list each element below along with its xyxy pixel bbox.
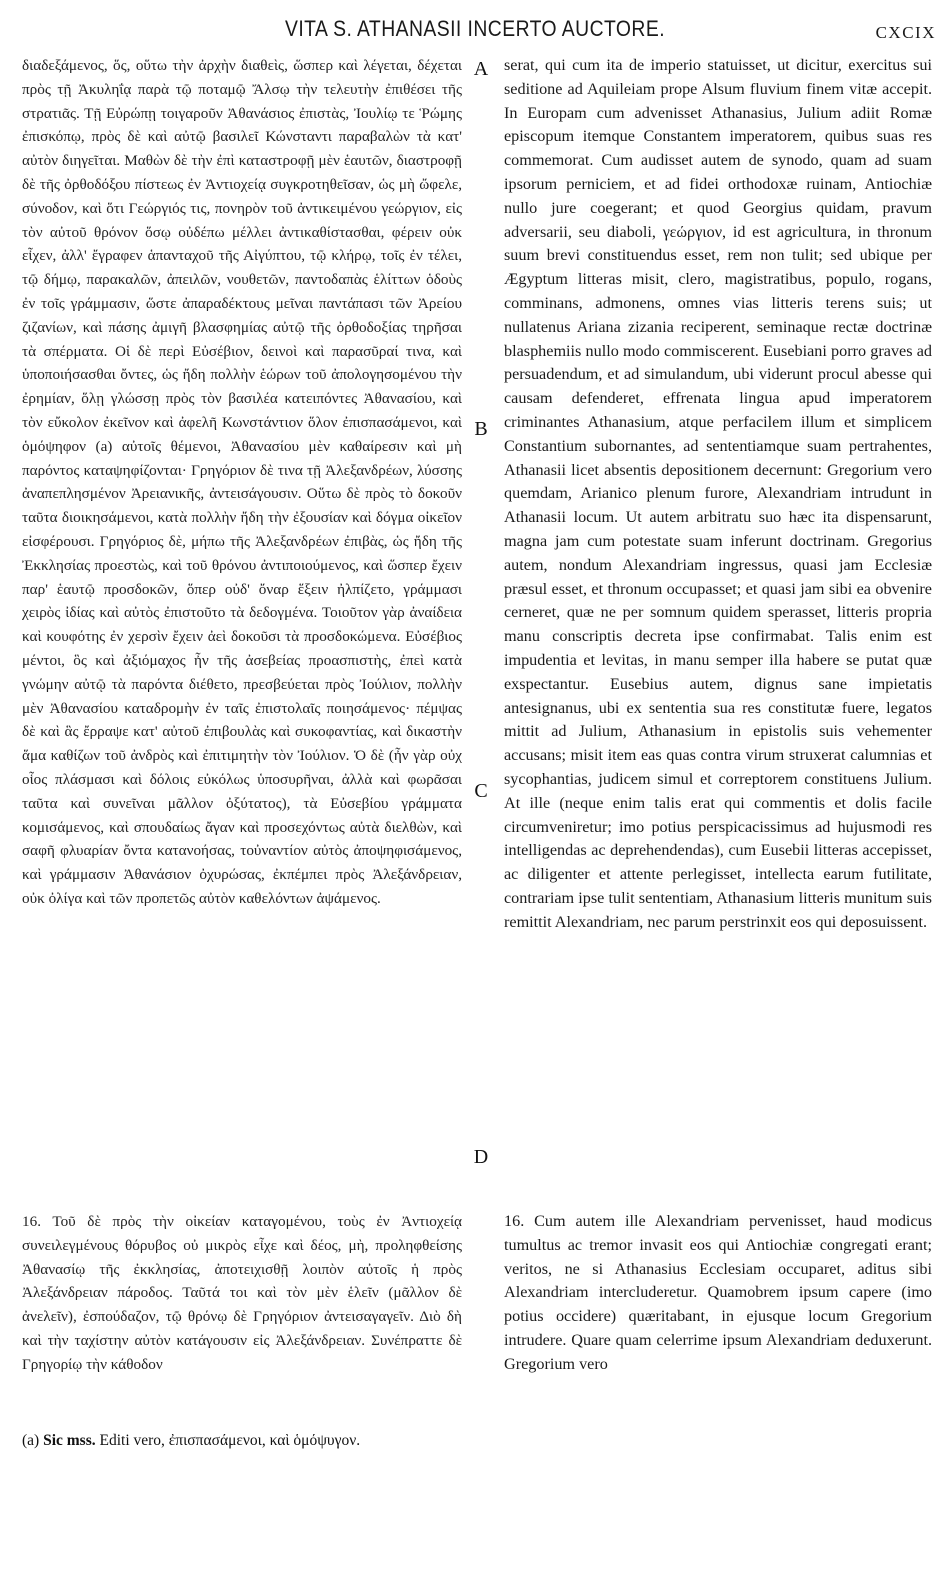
greek-paragraph-2: 16. Τοῦ δὲ πρὸς τὴν οἰκείαν καταγομένου, τοὺς ἐν Ἀντιοχείᾳ συνειλεγμένους θόρυβος οὐ μικρὸς εἶχε καὶ δέος, μὴ, προληφθείσης Ἀθανασίῳ τῆς ἐκκλησίας, ἀποτειχισθῇ λοιπὸν αὐτοῖς ἡ πρὸς Ἀλεξάνδρειαν πάροδος. Ταῦτά τοι καὶ τὸν μὲν ἑλεῖν (μᾶλλον δὲ ἀνελεῖν), ἐσπούδαζον, τῷ θρόνῳ δὲ Γρηγόριον ἀντεισαγαγεῖν. Διὸ δὴ καὶ τὴν ταχίστην αὐτὸν κατάγουσιν εἰς Ἀλεξάνδρειαν. Συνέπραττε δὲ Γρηγορίῳ τὴν κάθοδον — [22, 1213, 462, 1373]
margin-marker-c: C — [474, 780, 488, 802]
running-title: VITA S. ATHANASII INCERTO AUCTORE. — [284, 16, 666, 41]
latin-column — [504, 54, 932, 934]
footnote-lead: Sic mss. — [43, 1432, 96, 1449]
footnote-label: (a) — [22, 1432, 40, 1449]
latin-paragraph-1: serat, qui cum ita de imperio statuisset, ut dicitur, exercitus sui seditione ad Aquileiam prope Alsum fluvium finem vitæ accepit. In Europam cum advenisset Athanasius, Julium adiit Romæ episcopum itemque Constantem imperatorem, quibus suas res commemorat. Cum audisset autem de synodo, quam ad suam ipsorum perniciem, et ad fidei orthodoxæ ruinam, Antiochiæ nullo jure coegerant; et quod Georgius quidam, pravum adversarii, seu diaboli, γεώργιον, id est agricultura, in thronum suum brevi constituendus esset, rem non tulit; sed ubique per Ægyptum litteras misit, clero, magistratibus, populo, rogans, comminans, admonens, omnes vias litteris terens suis; ut nullatenus Ariana zizania reciperent, seminaque rectæ doctrinæ blasphemiis nullo modo commiscerent. Eusebiani porro graves ad persuadendum, et ad simulandum, ubi viderunt procul abesse qui causam defenderet, effrenata lingua apud imperatorem criminantes Athanasium, atque perfacilem illum et simplicem Constantium subornantes, ad sententiamque suam pertrahentes, Athanasii licet absentis depositionem decernunt: Gregorium vero quemdam, Arianico plenum furore, Alexandriam intrudunt in Athanasii locum. Ut autem arbitratu suo hæc ita dispensarunt, magna jam cum potestate suam inferunt doctrinam. Gregorius autem, nondum Alexandriam ingressus, quasi jam Ecclesiæ præsul esset, et thronum occupasset; et quasi jam sibi ea obvenire cerneret, quæ ne per somnum quidem sperasset, litteris propria manu conscriptis decreta ipse confirmabat. Talis enim est impudentia et levitas, in manu semper illa habere se putat quæ exspectantur. Eusebius autem, dignus sane impietatis antesignanus, ubi ex sententia sua res constitutæ fuere, legatos mittit ad Julium, Athanasium in epistolis suis vehementer accusans; misit item eas quas contra virum struxerat calumnias et sycophantias, judicem simul et correptorem constituens Julium. At ille (neque enim talis erat qui commentis et dolis facile circumveniretur; imo potius perspicacissimus ad hujusmodi res intelligendas ac deprehendendas), cum Eusebii litteras accepisset, ac diligenter et attente perlegisset, intellecta earum futilitate, contrariam ipse tulit sententiam, Athanasium litteris munitum suis remittit Alexandriam, nec parum perstrinxit eos qui deposuissent. — [504, 56, 932, 931]
greek-paragraph-1: διαδεξάμενος, ὅς, οὕτω τὴν ἀρχὴν διαθεὶς, ὥσπερ καὶ λέγεται, δέχεται πρὸς τῇ Ἀκυληΐᾳ παρὰ τῷ ποταμῷ Ἄλσῳ τὴν τελευτὴν ἐπιθέσει τῆς στρατιᾶς. Τῇ Εὐρώπῃ τοιγαροῦν Ἀθανάσιος ἐπιστὰς, Ἰουλίῳ τε Ῥώμης ἐπισκόπῳ, πρὸς δὲ καὶ αὐτῷ βασιλεῖ Κώνσταντι παραβαλὼν τὰ κατ' αὐτὸν διηγεῖται. Μαθὼν δὲ τὴν ἐπὶ καταστροφῇ μὲν ἑαυτῶν, διαστροφῇ δὲ τῆς ὀρθοδόξου πίστεως ἐν Ἀντιοχείᾳ συγκροτηθεῖσαν, ὡς μὴ ὤφελε, σύνοδον, καὶ ὅτι Γεώργιός τις, πονηρὸν τοῦ ἀντικειμένου γεώργιον, εἰς τὸν αὐτοῦ θρόνον ὅσῳ οὐδέπω μέλλει ἀντικαθίστασθαι, φέρειν οὐκ εἶχεν, ἀλλ' ἔγραφεν ἁπανταχοῦ τῆς Αἰγύπτου, τῷ κλήρῳ, τοῖς ἐν τέλει, τῷ δήμῳ, παρακαλῶν, ἀπειλῶν, νουθετῶν, παντοδαπὰς ἑλίττων ὁδοὺς ἐν τοῖς γράμμασιν, ὥστε ἀπαραδέκτους μεῖναι παντάπασι τῶν Ἀρείου ζιζανίων, καὶ πάσης ἀμιγῆ βλασφημίας αὐτῷ τῆς ὀρθοδοξίας τηρῆσαι τὰ σπέρματα. Οἱ δὲ περὶ Εὐσέβιον, δεινοὶ καὶ παρασῦραί τινα, καὶ ὑποποιήσασθαι ὄντες, ὡς ἤδη πολλὴν ἑώρων τοῦ ἀπολογησομένου τὴν ἐρημίαν, ὅλῃ γλώσσῃ πρὸς τὸν βασιλέα κατειπόντες Ἀθανασίου, καὶ τὸν εὔκολον ἐκεῖνον καὶ ἀφελῆ Κωνστάντιον ὅλον ἐπισπασάμενοι, καὶ ὁμόψηφον (a) αὐτοῖς θέμενοι, Ἀθανασίου μὲν καθαίρεσιν καὶ μὴ παρόντος καταψηφίζονται· Γρηγόριον δὲ τινα τῇ Ἀλεξανδρέων, λύσσης ἀναπεπλησμένον Ἀρειανικῆς, ἀντεισάγουσιν. Οὕτω δὲ πρὸς τὸ δοκοῦν ταῦτα διοικησάμενοι, κατὰ πολλὴν ἤδη τὴν ἐξουσίαν καὶ δόγμα οἰκεῖον εἰσφέρουσι. Γρηγόριος δὲ, μήπω τῆς Ἀλεξανδρέων ἐπιβὰς, ὡς ἤδη τῆς Ἐκκλησίας προεστὼς, καὶ τοῦ θρόνου ἀντιποιούμενος, καὶ ὥσπερ ἔχειν παρ' ἑαυτῷ προσδοκῶν, ὅπερ οὐδ' ὄναρ ἕξειν ἠλπίζετο, γράμμασι χειρὸς ἰδίας καὶ αὐτὸς ἐπιστοῦτο τὰ δεδογμένα. Τοιοῦτον γὰρ ἀναίδεια καὶ κουφότης ἐν χερσὶν ἔχειν ἀεὶ δοκοῦσι τὰ προσδοκώμενα. Εὐσέβιος μέντοι, ὃς καὶ ἀξιόμαχος ἦν τῆς ἀσεβείας προασπιστὴς, ἐπεὶ κατὰ γνώμην αὐτῷ τὰ παρόντα διέθετο, πρεσβεύεται πρὸς Ἰούλιον, πολλὴν μὲν Ἀθανασίου καταδρομὴν ἐν ταῖς ἐπιστολαῖς ποιησάμενος· πέμψας δὲ καὶ ἃς ἔρραψε κατ' αὐτοῦ ἐπιβουλὰς καὶ συκοφαντίας, καὶ δικαστὴν ἅμα καθίζων τοῦ ἀνδρὸς καὶ ἐπιτιμητὴν τὸν Ἰούλιον. Ὁ δὲ (ἦν γὰρ οὐχ οἷος πλάσμασι καὶ δόλοις εὐκόλως ὑποσυρῆναι, ἀλλὰ καὶ φωρᾶσαι ταῦτα καὶ συνεῖναι μᾶλλον ὀξύτατος), τὰ Εὐσεβίου γράμματα κομισάμενος, καὶ σπουδαίως ἄγαν καὶ προσεχόντως αὐτὰ διελθὼν, καὶ σαφῆ φλυαρίαν ὄντα κατανοήσας, τοὐναντίον αὐτὸς ἀποψηφισάμενος, καὶ γράμμασιν Ἀθανάσιον ὀχυρώσας, ἐκπέμπει πρὸς Ἀλεξάνδρειαν, οὐκ ὀλίγα καὶ τῶν προπετῶς αὐτὸν καθελόντων ἀψάμενος. — [22, 57, 462, 907]
latin-paragraph-2: 16. Cum autem ille Alexandriam pervenisset, haud modicus tumultus ac tremor invasit eos qui Antiochiæ congregati erant; veritos, ne si Athanasius Ecclesiam occuparet, aditus sibi Alexandriam intercluderetur. Quamobrem ipsum capere (imo potius occidere) quæritabant, in ejusque locum Gregorium intrudere. Quare quam celerrime ipsum Alexandriam deduxerunt. Gregorium vero — [504, 1212, 932, 1373]
greek-section-16 — [22, 1210, 462, 1377]
page-header — [0, 12, 950, 42]
footnote — [22, 1432, 922, 1450]
margin-marker-b: B — [474, 418, 488, 440]
margin-marker-a: A — [473, 58, 489, 80]
footnote-text: Editi vero, ἐπισπασάμενοι, καὶ ὁμόψυγον. — [99, 1432, 361, 1449]
margin-marker-d: D — [473, 1146, 489, 1168]
greek-column — [22, 54, 462, 911]
latin-section-16 — [504, 1210, 932, 1377]
page-number: CXCIX — [875, 23, 936, 42]
